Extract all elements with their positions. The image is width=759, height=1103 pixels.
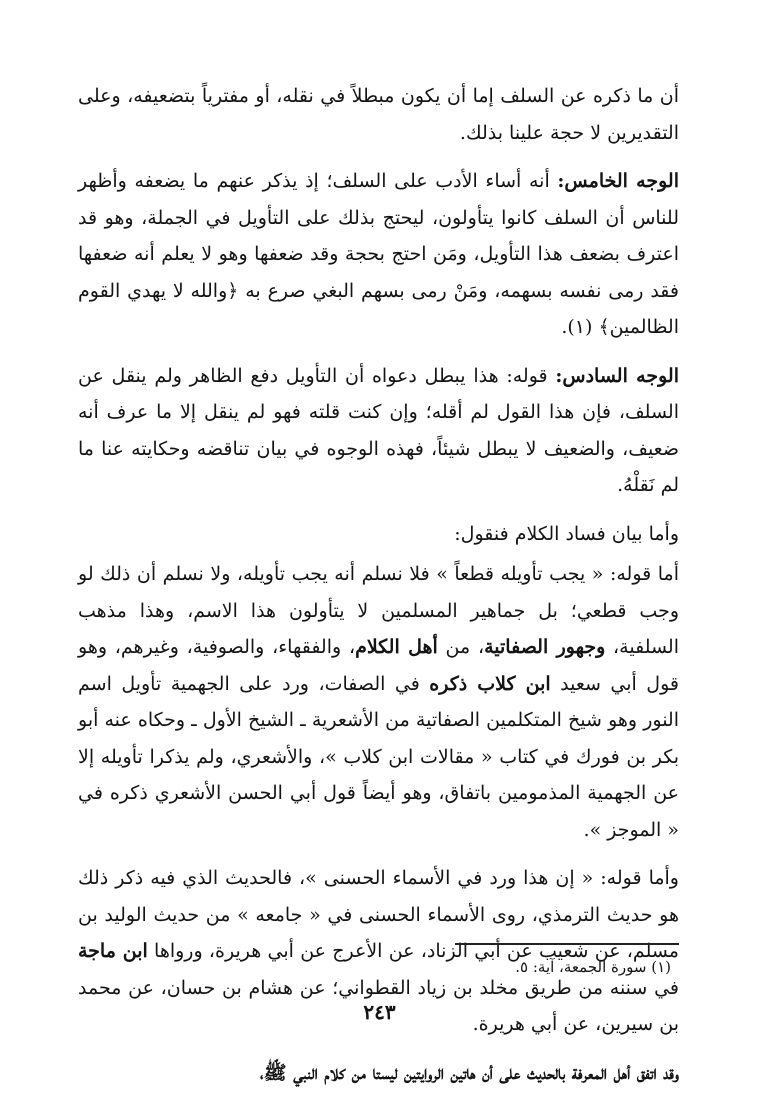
section-heading-fifth: الوجه الخامس: (557, 170, 679, 192)
page-number (0, 1000, 759, 1024)
section-heading-sixth: الوجه السادس: (555, 364, 679, 387)
paragraph-2 (78, 163, 679, 346)
paragraph-5 (78, 556, 679, 848)
paragraph-4 (78, 516, 679, 553)
paragraph-1-text: أن ما ذكره عن السلف إما أن يكون مبطلاً في نقله، أو مفترياً بتضعيفه، وعلى التقديرين لا حجة علينا بذلك. (78, 85, 679, 144)
footnote-text: (١) سورة الجمعة، آية: ٥. (515, 958, 671, 976)
page-number-text: ٢٤٣ (363, 1000, 396, 1024)
paragraph-5-bold-2: أهل الكلام (355, 636, 438, 658)
paragraph-5-text-a: أما قوله: « يجب تأويله قطعاً » فلا نسلم أنه يجب تأويله، ولا نسلم أن ذلك لو وجب قطعي؛ بل جماهير المسلمين لا يتأولون هذا الاسم، وهذا مذهب السلفية، (78, 563, 680, 658)
paragraph-5-bold-3: ابن كلاب ذكره (429, 672, 551, 695)
body-text (78, 78, 679, 1103)
paragraph-6-text-b: في سننه من طريق مخلد بن زياد القطواني؛ عن هشام بن حسان، عن محمد بن سيرين، عن أبي هريرة. (78, 976, 679, 1035)
paragraph-5-text-b: ، من (437, 636, 485, 658)
paragraph-7 (78, 1055, 679, 1092)
paragraph-7-text: وقد اتفق أهل المعرفة بالحديث على أن هاتين الروايتين ليستا من كلام النبي ﷺ، (260, 1061, 679, 1084)
paragraph-5-bold-1: وجهور الصفاتية (484, 636, 606, 658)
footnote-divider (455, 943, 679, 945)
footnote (515, 958, 671, 976)
paragraph-3-text: قوله: هذا يبطل دعواه أن التأويل دفع الظاهر ولم ينقل عن السلف، فإن هذا القول لم أقله؛ وإن كنت قلته فهو لم ينقل إلا ما عرف أنه ضعيف، والضعيف لا يبطل شيئاً، فهذه الوجوه في بيان تناقضه وحكايته عنا ما لم نَقلْهُ. (78, 364, 679, 496)
paragraph-6-bold-1: ابن ماجة (78, 940, 148, 962)
paragraph-1 (78, 78, 679, 151)
paragraph-5-text-c: ، والفقهاء، والصوفية، وغيرهم، وهو قول أبي سعيد (78, 636, 679, 695)
paragraph-2-text: أنه أساء الأدب على السلف؛ إذ يذكر عنهم ما يضعفه وأظهر للناس أن السلف كانوا يتأولون، ليحتج بذلك على التأويل في الجملة، وهو قد اعترف بضعف هذا التأويل، ومَن احتج بحجة وقد ضعفها وهو لا يعلم أنه ضعفها فقد رمى نفسه بسهمه، ومَنْ رمى بسهم البغي صرع به ﴿والله لا يهدي القوم الظالمين﴾ (١). (78, 170, 679, 338)
paragraph-5-text-d: في الصفات، ورد على الجهمية تأويل اسم النور وهو شيخ المتكلمين الصفاتية من الأشعرية ـ الشيخ الأول ـ وحكاه عنه أبو بكر بن فورك في كتاب « مقالات ابن كلاب »، والأشعري، ولم يذكرا تأويله إلا عن الجهمية المذمومين باتفاق، وهو أيضاً قول أبي الحسن الأشعري ذكره في « الموجز ». (78, 672, 679, 841)
paragraph-4-text: وأما بيان فساد الكلام فنقول: (454, 522, 679, 545)
paragraph-3 (78, 358, 679, 504)
paragraph-6-text-a: وأما قوله: « إن هذا ورد في الأسماء الحسنى »، فالحديث الذي فيه ذكر ذلك هو حديث الترمذي، روى الأسماء الحسنى في « جامعه » من حديث الوليد بن مسلم، عن شعيب عن أبي الزناد، عن الأعرج عن أبي هريرة، ورواها (78, 867, 679, 962)
